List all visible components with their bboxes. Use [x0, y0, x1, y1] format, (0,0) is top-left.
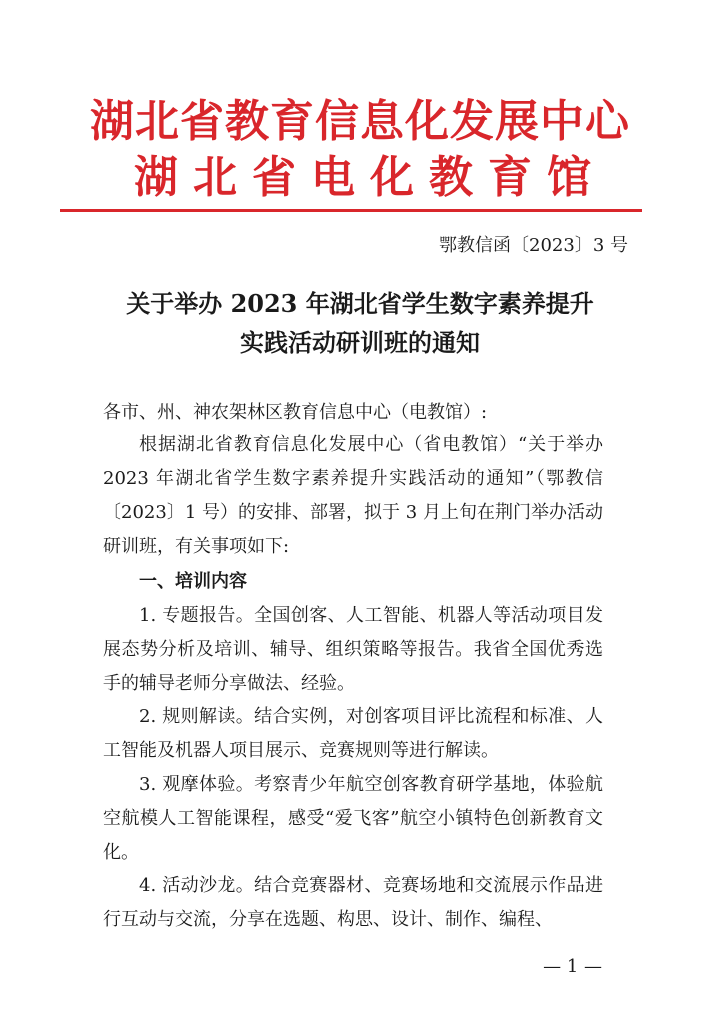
- document-number: 鄂教信函〔2023〕3 号: [439, 235, 628, 256]
- letterhead-divider: [60, 209, 642, 212]
- item-paragraph-2: 2. 规则解读。结合实例，对创客项目评比流程和标准、人工智能及机器人项目展示、竞赛规则等进行解读。: [103, 706, 603, 761]
- section-heading-training-content: 一、培训内容: [139, 571, 247, 592]
- item-paragraph-4: 4. 活动沙龙。结合竞赛器材、竞赛场地和交流展示作品进行互动与交流，分享在选题、构思、设计、制作、编程、: [103, 875, 603, 930]
- item-paragraph-3: 3. 观摩体验。考察青少年航空创客教育研学基地，体验航空航模人工智能课程，感受“爱飞客”航空小镇特色创新教育文化。: [103, 774, 603, 863]
- letterhead-org-line-2: 湖北省电化教育馆: [134, 152, 606, 203]
- letterhead-org-line-1: 湖北省教育信息化发展中心: [90, 96, 630, 147]
- document-title-line-2: 实践活动研训班的通知: [240, 328, 480, 357]
- document-title-line-1: 关于举办 2023 年湖北省学生数字素养提升: [126, 289, 594, 318]
- item-paragraph-1: 1. 专题报告。全国创客、人工智能、机器人等活动项目发展态势分析及培训、辅导、组织策略等报告。我省全国优秀选手的辅导老师分享做法、经验。: [103, 605, 603, 694]
- intro-paragraph: 根据湖北省教育信息化发展中心（省电教馆）“关于举办 2023 年湖北省学生数字素养提升实践活动的通知”（鄂教信〔2023〕1 号）的安排、部署，拟于 3 月上旬在荆门举办活动研训班，有关事项如下:: [103, 434, 603, 557]
- page-number: — 1 —: [543, 956, 602, 977]
- salutation: 各市、州、神农架林区教育信息中心（电教馆）:: [103, 402, 488, 423]
